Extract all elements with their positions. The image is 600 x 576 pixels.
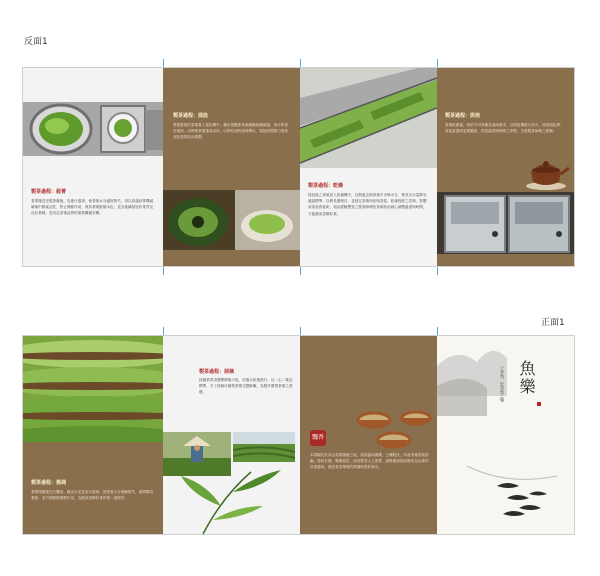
- drum-machine-photo: [23, 102, 163, 156]
- withering-trays-photo: [23, 336, 163, 442]
- teapot-illustration: [521, 156, 571, 192]
- panel-heading: 製茶過程：烘焙: [445, 113, 481, 119]
- tea-leaf-illustration: [163, 466, 300, 534]
- seal-stamp: [310, 430, 326, 446]
- front-panel-2: [163, 336, 300, 534]
- tea-cups-illustration: [354, 406, 436, 456]
- panel-heading: 製茶過程：乾燥: [308, 183, 344, 189]
- back-panel-1: [23, 68, 163, 266]
- panel-body-text: 本茶園位於高山雲霧繚繞之地，氣候溫和濕潤，土壤肥沃，所產茶葉香氣清幽，滋味甘醇，喉韻悠長，深受愛茶人士喜愛，誠摯邀請您品嚐來自山林的好茶滋味，感受茶香帶來的寧靜與美好時光。: [310, 453, 429, 470]
- panel-heading: 製茶過程：採摘: [199, 369, 235, 375]
- ink-landscape-illustration: [437, 336, 574, 534]
- back-sheet: [22, 67, 575, 267]
- tea-garden-illustration: [233, 432, 295, 462]
- back-side-label: 反面1: [24, 37, 48, 47]
- panel-body-text: 茶葉乾燥後，再依不同茶種及風味需求，以烘焙機進行焙火，使茶湯色澤、香氣及滋味更臻圓熟，烘焙溫度與時間之拿捏，全憑製茶師傅之經驗。: [445, 123, 564, 134]
- back-panel-3: [300, 68, 437, 266]
- panel-heading: 製茶過程：殺菁: [31, 189, 67, 195]
- roasting-machine-photo: [437, 192, 574, 254]
- rolling-machine-photo: [163, 190, 300, 250]
- front-panel-3: [300, 336, 437, 534]
- panel-heading: 製茶過程：萎凋: [31, 480, 67, 486]
- tea-cups-photo: [354, 406, 436, 456]
- calligraphy-title: 魚樂: [517, 360, 536, 396]
- teapot-photo: [521, 156, 571, 192]
- front-sheet: [22, 335, 575, 535]
- poem-text: 子非魚，安知魚之樂: [500, 366, 505, 402]
- front-panel-1: [23, 336, 163, 534]
- panel-body-text: 茶菁採摘後先行攤放，藉由日光及室內萎凋，使茶菁水分逐漸散失，葉質轉為柔軟，並引發輕微發酵作用，為製成香醇好茶的第一道程序。: [31, 490, 154, 501]
- rolling-machine-illustration: [163, 190, 300, 250]
- front-panel-4: [437, 336, 574, 534]
- drum-machine-illustration: [23, 102, 163, 156]
- front-side-label: 正面1: [541, 318, 565, 328]
- back-panel-4: [437, 68, 574, 266]
- red-seal-icon: [537, 402, 541, 406]
- drying-conveyor-photo: [300, 68, 437, 168]
- back-panel-2: [163, 68, 300, 266]
- panel-body-text: 揉捻後之茶葉送入乾燥機中，以熱風去除茶葉中多餘水分，使其含水量降至適當標準，以利長期保存，並固定茶葉形狀與香氣，乾燥程度之控制，影響成茶品質甚鉅，須由經驗豐富之製茶師傅依茶葉狀況細心調整溫度與時間，方能製成香醇好茶。: [308, 193, 427, 216]
- panel-body-text: 將殺菁後的茶葉置入揉捻機中，藉由揉壓使茶葉細胞組織破損，茶汁附著於葉面，同時使茶葉捲曲成形，以利沖泡時滋味釋出，揉捻時間與力道皆須依茶菁狀況調整。: [173, 123, 288, 140]
- panel-heading: 製茶過程：揉捻: [173, 113, 209, 119]
- withering-trays-illustration: [23, 336, 163, 442]
- tea-garden-photo: [233, 432, 295, 462]
- drying-conveyor-illustration: [300, 68, 437, 168]
- roasting-machine-illustration: [437, 192, 574, 254]
- seal-text: 飄香: [311, 434, 324, 441]
- panel-body-text: 茶菁運送至製茶廠後，先進行萎凋，使茶葉水分適度散失，再以高溫炒菁機破壞葉中酵素活性，停止發酵作用，保持茶葉鮮綠本色，並為後續揉捻作業奠定良好基礎，是決定茶葉品質的重要關鍵步驟。: [31, 199, 154, 216]
- panel-body-text: 採摘茶菁須選擇晴朗天氣，於露水乾後進行，以一心二葉為標準，手工採摘可確保茶菁完整鮮嫩，為製作優質茶葉之基礎。: [199, 378, 293, 395]
